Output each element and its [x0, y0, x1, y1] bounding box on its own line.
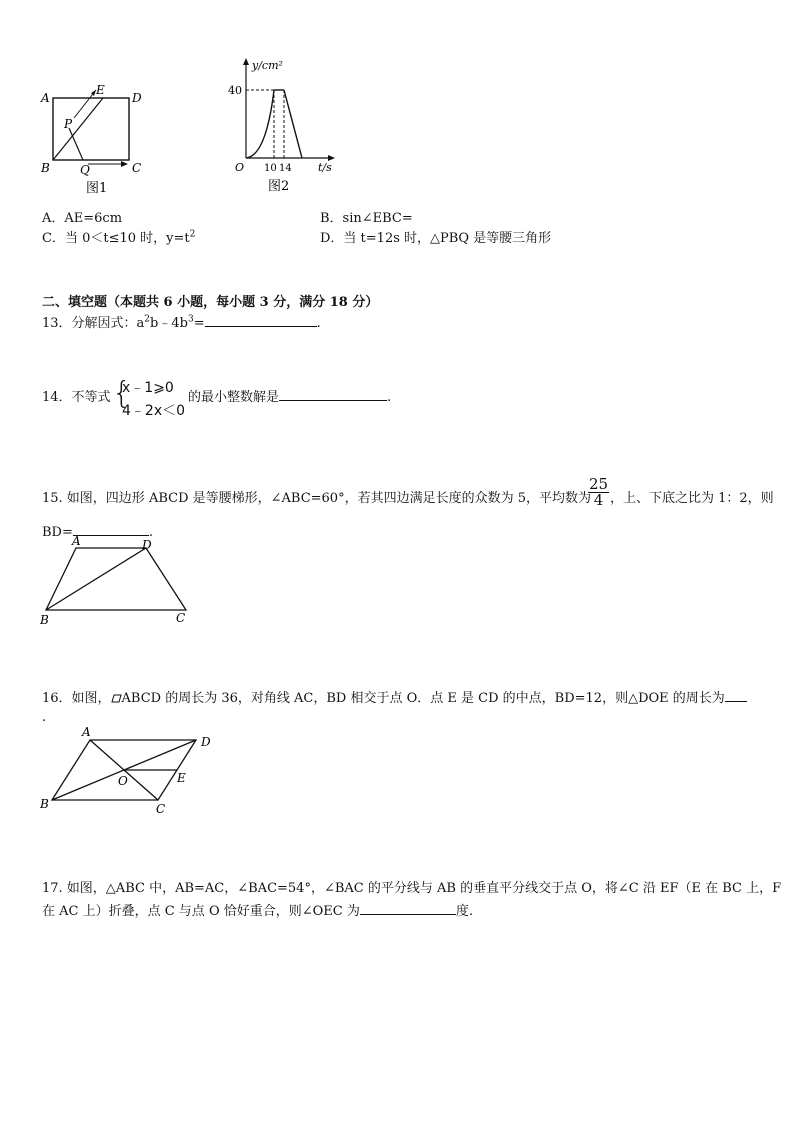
q16-parallelogram-figure — [36, 722, 226, 822]
label-b: B — [41, 161, 50, 175]
option-c-exponent: 2 — [189, 229, 196, 240]
label-e: E — [177, 771, 186, 785]
label-d: D — [132, 91, 142, 105]
figure-1-caption: 图1 — [86, 181, 108, 196]
label-a: A — [41, 91, 50, 105]
q15-frac-num: 25 — [589, 475, 609, 493]
q16-answer-blank[interactable] — [725, 689, 747, 702]
section-2-title: 二、填空题（本题共 6 小题，每小题 3 分，满分 18 分） — [42, 295, 379, 310]
y-axis-label: y/cm² — [252, 59, 283, 72]
label-q: Q — [80, 163, 90, 177]
figure-2-caption: 图2 — [268, 179, 290, 194]
q15-line-1 — [42, 487, 591, 506]
label-b: B — [40, 797, 49, 811]
q15-text-1: 15. 如图，四边形 ABCD 是等腰梯形，∠ABC=60°，若其四边满足长度的众数为 5，平均数为 — [42, 491, 591, 506]
q16-text: ABCD 的周长为 36，对角线 AC，BD 相交于点 O．点 E 是 CD 的中点，BD=12，则△DOE 的周长为 — [121, 691, 725, 706]
segment-pq — [69, 128, 83, 160]
option-c-text: C．当 0＜t≤10 时，y=t — [42, 231, 190, 246]
q17-line-1: 17. 如图，△ABC 中，AB=AC，∠BAC=54°，∠BAC 的平分线与 AB 的垂直平分线交于点 O，将∠C 沿 EF（E 在 BC 上，F — [42, 881, 782, 896]
y-tick-40: 40 — [228, 84, 242, 97]
option-d: D．当 t=12s 时，△PBQ 是等腰三角形 — [320, 231, 552, 246]
q13-eq: = — [193, 316, 205, 331]
curve-segment — [246, 90, 274, 158]
label-b: B — [40, 613, 49, 627]
q16-line-1 — [42, 687, 747, 706]
q15-frac-den: 4 — [593, 491, 604, 509]
parallelogram-icon — [111, 694, 122, 703]
q17-suffix: 度. — [455, 904, 473, 919]
q17-line-2 — [42, 900, 473, 919]
label-p: P — [64, 117, 73, 131]
q15-trapezoid-figure — [36, 534, 196, 630]
label-c: C — [132, 161, 142, 175]
x-tick-14: 14 — [279, 163, 292, 174]
label-d: D — [201, 735, 211, 749]
falling-segment — [284, 90, 302, 158]
label-e: E — [96, 83, 105, 97]
option-b: B．sin∠EBC= — [320, 211, 413, 226]
q14-suffix: 的最小整数解是 — [188, 390, 280, 405]
q14-answer-blank[interactable] — [279, 388, 387, 401]
q13-exp-1: 2 — [144, 314, 151, 325]
q14-prefix: 14．不等式 — [42, 390, 111, 405]
label-c: C — [176, 611, 186, 625]
q17-answer-blank[interactable] — [360, 902, 456, 915]
q17-text: 在 AC 上）折叠，点 C 与点 O 恰好重合，则∠OEC 为 — [42, 904, 360, 919]
q13-end: . — [316, 316, 321, 331]
q14-brace: { — [112, 376, 132, 411]
segment-be — [53, 98, 103, 160]
q14-inequality-2: 4﹣2x＜0 — [122, 403, 186, 419]
q15-end: . — [148, 525, 154, 540]
q13-answer-blank[interactable] — [205, 314, 317, 327]
q15-fraction — [588, 477, 609, 508]
figure-2 — [226, 52, 346, 198]
figure-1 — [36, 80, 146, 200]
q15-text-2: ，上、下底之比为 1：2，则 — [610, 491, 774, 506]
option-c — [42, 227, 195, 246]
question-13 — [42, 312, 321, 331]
label-a: A — [72, 534, 81, 548]
q16-prefix: 16．如图， — [42, 691, 111, 706]
x-axis-label: t/s — [318, 161, 332, 174]
q13-exp-2: 3 — [187, 314, 194, 325]
label-a: A — [82, 725, 91, 739]
q13-mid: b﹣4b — [150, 316, 188, 331]
x-tick-10: 10 — [264, 163, 277, 174]
label-o: O — [118, 774, 128, 788]
q14-suffix-line — [188, 386, 391, 405]
q14-end: . — [387, 390, 392, 405]
label-c: C — [156, 802, 166, 816]
label-d: D — [142, 538, 152, 552]
origin-label: O — [235, 161, 245, 174]
q15-bd-label: BD= — [42, 525, 73, 540]
q14-inequality-1: x﹣1⩾0 — [122, 380, 174, 396]
q13-prefix: 13．分解因式：a — [42, 316, 145, 331]
trapezoid-abcd — [46, 548, 186, 610]
q16-end: . — [42, 710, 47, 725]
option-a: A．AE=6cm — [42, 211, 123, 226]
